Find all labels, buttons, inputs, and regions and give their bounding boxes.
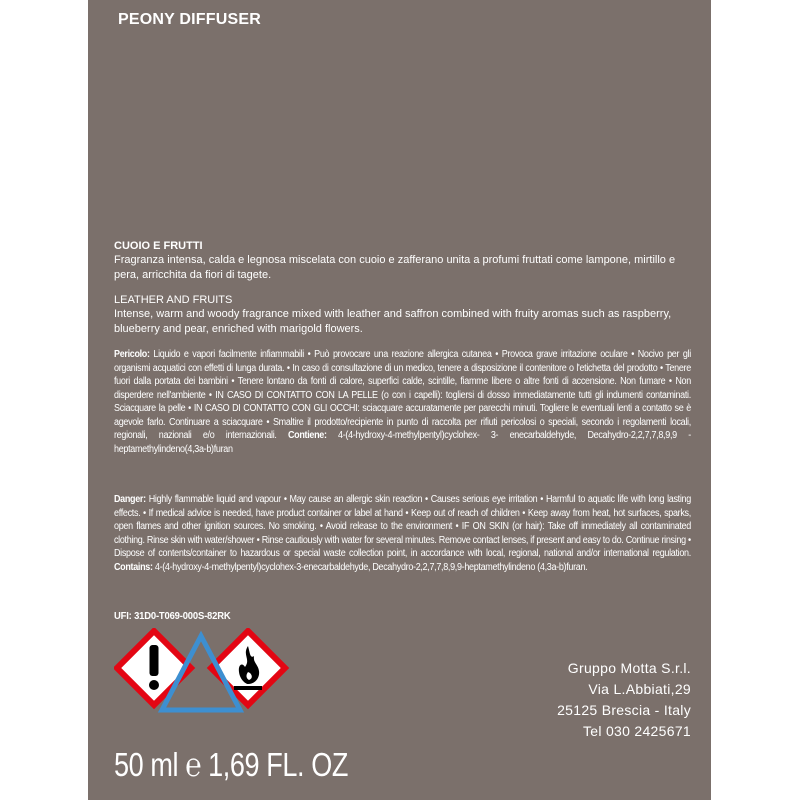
company-address bbox=[557, 658, 691, 742]
english-contains-label: Contains: bbox=[114, 561, 153, 573]
company-name: Gruppo Motta S.r.l. bbox=[567, 660, 691, 676]
company-street: Via L.Abbiati,29 bbox=[588, 681, 691, 697]
italian-heading: CUOIO E FRUTTI bbox=[114, 240, 203, 252]
italian-hazard-label: Pericolo: bbox=[114, 349, 150, 360]
english-contains-text: 4-(4-hydroxy-4-methylpentyl)cyclohex-3-enecarbaldehyde, Decahydro-2,2,7,7,8,9,9-heptamethylindeno (4,3a-b)furan. bbox=[152, 561, 588, 573]
exclamation-mark-icon bbox=[117, 631, 191, 705]
english-hazard-warning bbox=[114, 493, 691, 574]
english-fragrance-section bbox=[114, 293, 691, 336]
company-city: 25125 Brescia - Italy bbox=[557, 702, 691, 718]
hazard-pictograms bbox=[114, 628, 304, 724]
volume-label: 50 ml ℮ 1,69 FL. OZ bbox=[114, 746, 349, 783]
english-hazard-label: Danger: bbox=[114, 494, 146, 505]
italian-contains-text: 4-(4-hydroxy-4-methylpentyl)cyclohex- 3- enecarbaldehyde, Decahydro-2,2,7,7,8,9,9 - heptamethylindeno(4,3a-b)furan bbox=[114, 430, 691, 455]
ufi-code: UFI: 31D0-T069-000S-82RK bbox=[114, 610, 231, 622]
italian-fragrance-section bbox=[114, 239, 691, 282]
italian-contains-label: Contiene: bbox=[287, 430, 327, 441]
company-phone: Tel 030 2425671 bbox=[582, 723, 691, 739]
product-title: PEONY DIFFUSER bbox=[118, 11, 261, 28]
english-hazard-text: Highly flammable liquid and vapour • May cause an allergic skin reaction • Causes serious eye irritation • Harmful to aquatic life with long lasting effects. • If medical advice is needed, have product container or label at hand • Keep out of reach of children • Keep away from heat, hot surfaces, sparks, open flames and other ignition sources. No smoking. • Avoid release to the environment • IF ON SKIN (or hair): Take off immediately all contaminated clothing. Rinse skin with water/shower • Rinse cautiously with water for several minutes. Remove contact lenses, if present and easy to do. Continue rinsing • Dispose of contents/container to hazardous or special waste collection point, in accordance with local, regional, national and/or international regulation. bbox=[114, 494, 691, 559]
english-heading: LEATHER AND FRUITS bbox=[114, 294, 233, 306]
italian-hazard-warning bbox=[114, 348, 691, 456]
flame-icon bbox=[211, 631, 285, 705]
english-description: Intense, warm and woody fragrance mixed with leather and saffron combined with fruity aromas such as raspberry, blueberry and pear, enriched with marigold flowers. bbox=[114, 308, 672, 335]
italian-hazard-text: Liquido e vapori facilmente infiammabili • Può provocare una reazione allergica cutanea • Provoca grave irritazione oculare • Nocivo per gli organismi acquatici con effetti di lunga durata. • In caso di consultazione di un medico, tenere a disposizione il contenitore o l'etichetta del prodotto • Tenere fuori dalla portata dei bambini • Tenere lontano da fonti di calore, superfici calde, scintille, fiamme libere o altre fonti di accensione. Non fumare • Non disperdere nell'ambiente • IN CASO DI CONTATTO CON LA PELLE (o con i capelli): togliersi di dosso immediatamente tutti gli indumenti contaminati. Sciacquare la pelle • IN CASO DI CONTATTO CON GLI OCCHI: sciacquare accuratamente per parecchi minuti. Togliere le eventuali lenti a contatto se è agevole farlo. Continuare a sciacquare • Smaltire il prodotto/recipiente in punto di raccolta per rifiuti pericolosi o speciali, secondo i regolamenti locali, regionali, nazionali e/o internazionali. bbox=[114, 349, 691, 441]
italian-description: Fragranza intensa, calda e legnosa miscelata con cuoio e zafferano unita a profumi fruttati come lampone, mirtillo e pera, arricchita da fiori di tagete. bbox=[114, 254, 676, 281]
product-label bbox=[88, 0, 711, 800]
